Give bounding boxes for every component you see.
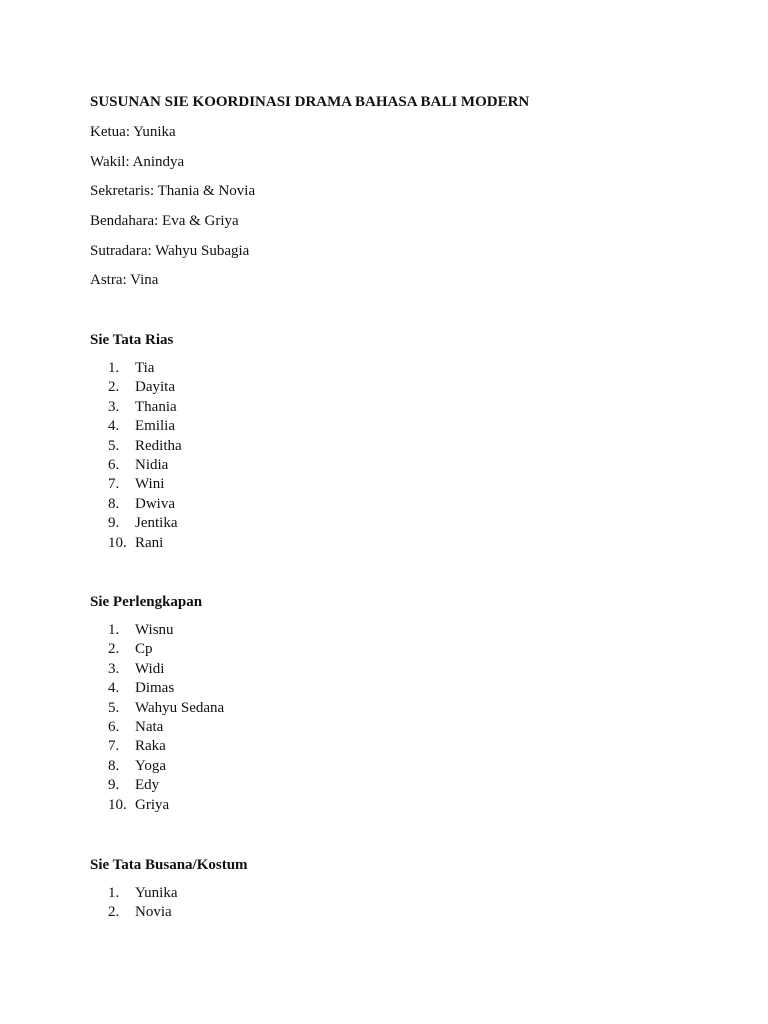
- list-item: 8. Dwiva: [108, 495, 175, 512]
- list-item: 10. Rani: [108, 534, 164, 551]
- list-item: 6. Nidia: [108, 456, 169, 473]
- section-heading-perlengkapan: Sie Perlengkapan: [90, 594, 203, 610]
- role-bendahara: Bendahara: Eva & Griya: [90, 213, 239, 230]
- list-item: 3. Thania: [108, 398, 177, 415]
- list-item: 1. Tia: [108, 360, 155, 376]
- list-item: 2. Cp: [108, 641, 153, 658]
- list-item: 8. Yoga: [108, 757, 166, 774]
- list-item: 4. Emilia: [108, 418, 175, 435]
- list-item: 3. Widi: [108, 660, 165, 677]
- role-wakil: Wakil: Anindya: [90, 153, 185, 170]
- role-ketua: Ketua: Yunika: [90, 124, 176, 140]
- list-item: 7. Raka: [108, 738, 166, 755]
- list-item: 5. Wahyu Sedana: [108, 699, 225, 716]
- role-astra: Astra: Vina: [90, 272, 159, 289]
- role-sutradara: Sutradara: Wahyu Subagia: [90, 242, 250, 259]
- list-item: 1. Wisnu: [108, 622, 174, 638]
- section-list-tata-busana: [108, 884, 178, 923]
- list-item: 4. Dimas: [108, 680, 175, 697]
- section-heading-tata-busana: Sie Tata Busana/Kostum: [90, 857, 248, 873]
- list-item: 5. Reditha: [108, 437, 182, 454]
- list-item: 7. Wini: [108, 476, 165, 493]
- list-item: 2. Dayita: [108, 379, 175, 396]
- list-item: 2. Novia: [108, 904, 172, 921]
- section-heading-tata-rias: Sie Tata Rias: [90, 332, 174, 348]
- roles-list: [90, 122, 255, 300]
- list-item: 1. Yunika: [108, 885, 178, 901]
- list-item: 10. Griya: [108, 796, 170, 813]
- document-title: SUSUNAN SIE KOORDINASI DRAMA BAHASA BALI MODERN: [90, 94, 530, 110]
- section-list-perlengkapan: [108, 621, 224, 815]
- role-sekretaris: Sekretaris: Thania & Novia: [90, 183, 256, 200]
- list-item: 6. Nata: [108, 718, 164, 735]
- list-item: 9. Edy: [108, 777, 160, 794]
- list-item: 9. Jentika: [108, 515, 178, 532]
- section-list-tata-rias: [108, 359, 182, 553]
